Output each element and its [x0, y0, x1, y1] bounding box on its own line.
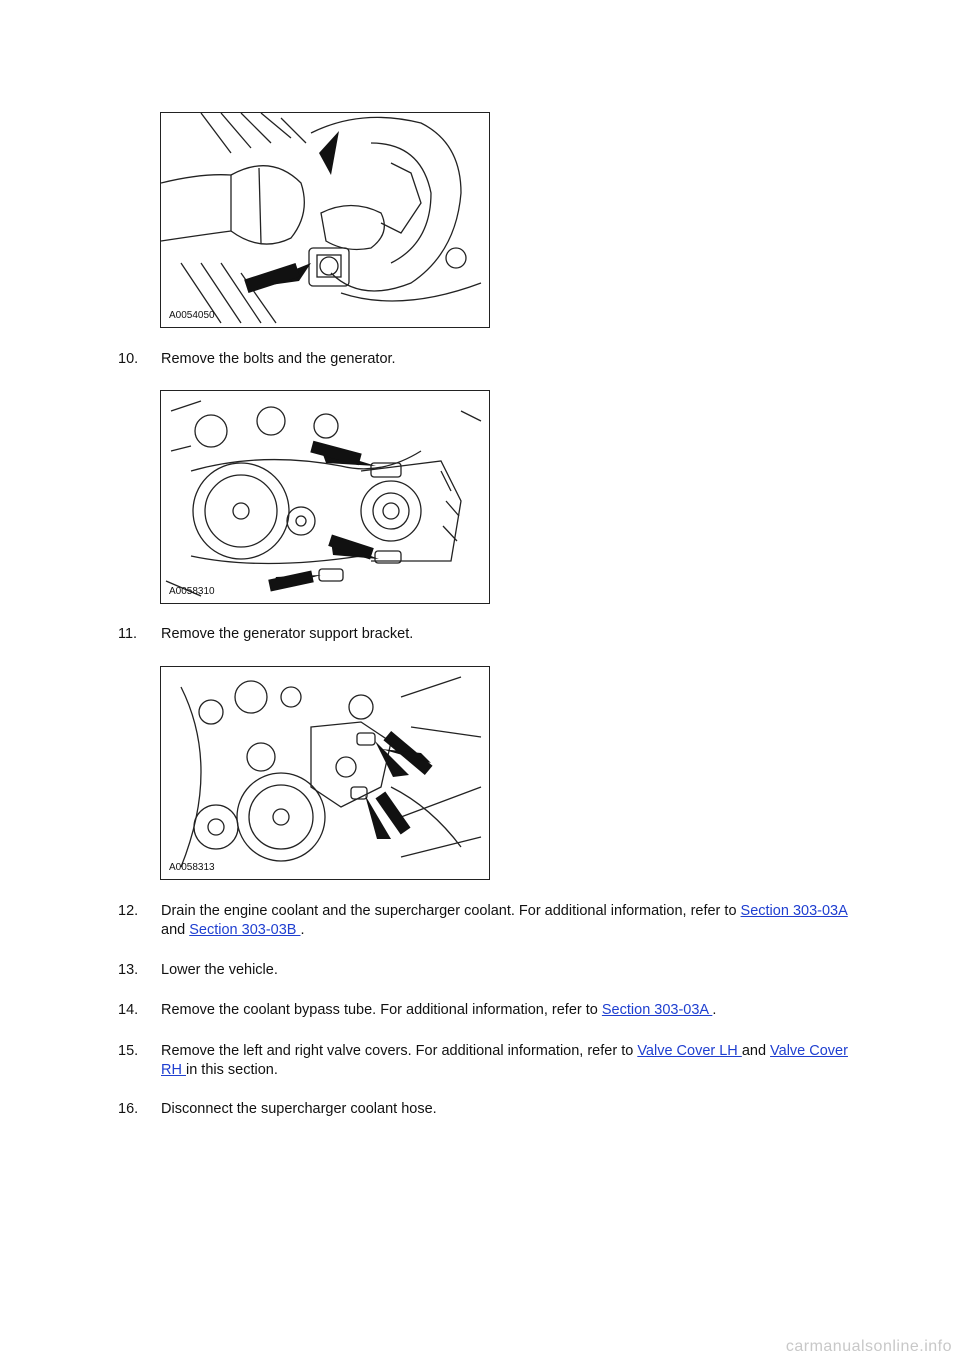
step-number: 11. [118, 626, 138, 642]
figure-generator-nut [160, 112, 490, 328]
step-text-part: Remove the left and right valve covers. For additional information, refer to [161, 1043, 638, 1059]
step-number: 12. [118, 903, 139, 919]
step-text [161, 1042, 858, 1080]
step-14 [118, 1001, 858, 1020]
step-text: Disconnect the supercharger coolant hose. [161, 1101, 437, 1117]
step-text: Remove the bolts and the generator. [161, 351, 396, 367]
step-12 [118, 902, 858, 940]
step-text-part: . [300, 922, 305, 938]
link-section-303-03a[interactable]: Section 303-03A [601, 1002, 713, 1018]
generator-bolts-illustration [161, 391, 489, 603]
link-section-303-03b[interactable]: Section 303-03B [189, 922, 301, 938]
step-11 [118, 625, 858, 644]
step-text [161, 902, 858, 940]
step-13 [118, 961, 858, 980]
figure-label: A0058313 [169, 862, 215, 873]
link-valve-cover-lh[interactable]: Valve Cover LH [637, 1043, 742, 1059]
figure-support-bracket [160, 666, 490, 880]
step-text-part: Remove the coolant bypass tube. For additional information, refer to [161, 1002, 602, 1018]
step-text [161, 1001, 858, 1020]
step-10 [118, 350, 858, 369]
step-16 [118, 1100, 858, 1119]
figure-label: A0054050 [169, 310, 215, 321]
step-number: 16. [118, 1101, 139, 1117]
step-text: Remove the generator support bracket. [161, 626, 414, 642]
step-text-part: and [161, 922, 190, 938]
step-text-part: in this section. [185, 1062, 278, 1078]
step-text: Lower the vehicle. [161, 962, 278, 978]
generator-nut-illustration [161, 113, 489, 327]
step-number: 14. [118, 1002, 139, 1018]
callout-arrow [319, 131, 339, 175]
support-bracket-illustration [161, 667, 489, 879]
step-text-part: . [712, 1002, 717, 1018]
step-text-part: Drain the engine coolant and the supercharger coolant. For additional information, refer to [161, 903, 741, 919]
watermark: carmanualsonline.info [785, 1338, 952, 1355]
step-15 [118, 1042, 858, 1080]
step-number: 15. [118, 1043, 139, 1059]
step-text-part: and [741, 1043, 771, 1059]
figure-label: A0058310 [169, 586, 215, 597]
link-section-303-03a[interactable]: Section 303-03A [740, 903, 848, 919]
step-number: 13. [118, 962, 139, 978]
link-valve-cover-rh[interactable]: Valve Cover RH [161, 1043, 848, 1078]
figure-generator-bolts [160, 390, 490, 604]
step-number: 10. [118, 351, 139, 367]
